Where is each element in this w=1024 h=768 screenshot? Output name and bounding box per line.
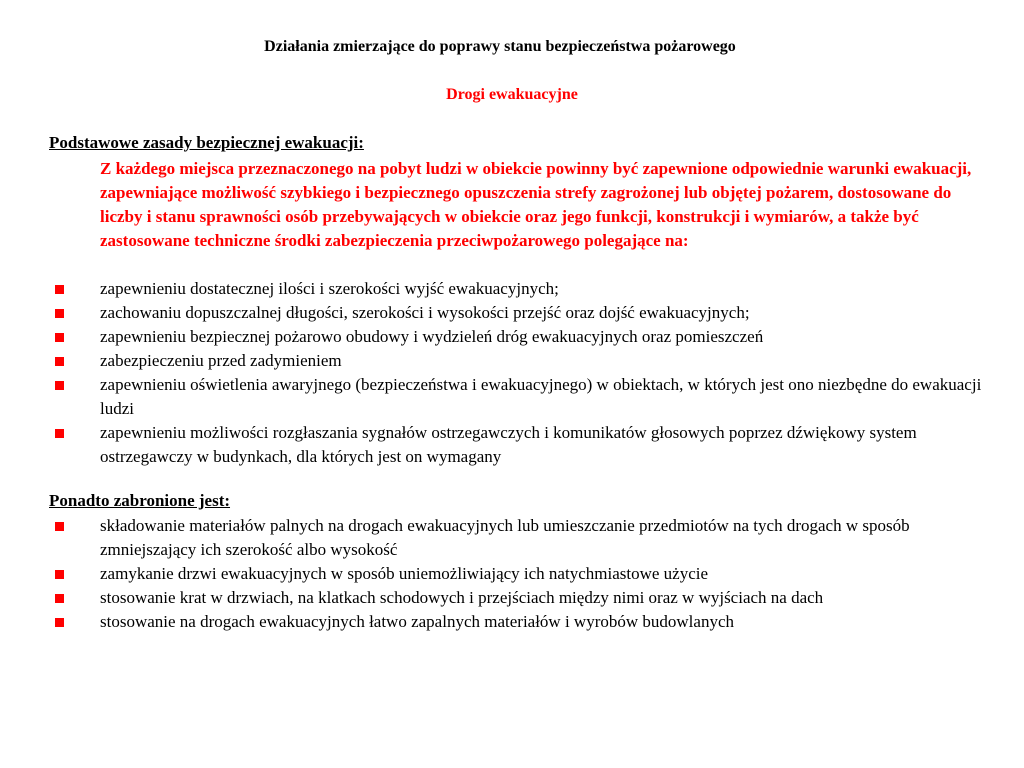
list-item-text: zamykanie drzwi ewakuacyjnych w sposób uniemożliwiający ich natychmiastowe użycie [100, 564, 709, 583]
principles-intro: Z każdego miejsca przeznaczonego na pobyt ludzi w obiekcie powinny być zapewnione odpowiednie warunki ewakuacji, zapewniające możliwość szybkiego i bezpiecznego opuszczenia strefy zagrożonej lub objętej pożarem, dostosowane do liczby i stanu sprawności osób przebywających w obiekcie oraz jego funkcji, konstrukcji i wymiarów, a także być zastosowane techniczne środki zabezpieczenia przeciwpożarowego polegające na: [100, 159, 972, 250]
red-square-bullet-icon [55, 618, 64, 627]
list-item-text: składowanie materiałów palnych na drogach ewakuacyjnych lub umieszczanie przedmiotów na tych drogach w sposób zmniejszający ich szerokość albo wysokość [100, 516, 910, 559]
section-heading-prohibitions: Ponadto zabronione jest: [49, 491, 231, 510]
list-item [49, 373, 989, 421]
red-square-bullet-icon [55, 570, 64, 579]
list-item-text: zapewnieniu możliwości rozgłaszania sygnałów ostrzegawczych i komunikatów głosowych poprzez dźwiękowy system ostrzegawczy w budynkach, dla których jest on wymagany [100, 423, 917, 466]
section-heading-principles: Podstawowe zasady bezpiecznej ewakuacji: [49, 133, 364, 152]
list-item-text: stosowanie krat w drzwiach, na klatkach schodowych i przejściach między nimi oraz w wyjściach na dach [100, 588, 824, 607]
list-item [49, 586, 989, 610]
list-item-text: zapewnieniu oświetlenia awaryjnego (bezpieczeństwa i ewakuacyjnego) w obiektach, w których jest ono niezbędne do ewakuacji ludzi [100, 375, 982, 418]
list-item [49, 277, 989, 301]
red-square-bullet-icon [55, 429, 64, 438]
red-square-bullet-icon [55, 309, 64, 318]
red-square-bullet-icon [55, 357, 64, 366]
red-square-bullet-icon [55, 522, 64, 531]
list-item [49, 514, 989, 562]
list-item [49, 421, 989, 469]
list-item [49, 301, 989, 325]
list-item [49, 349, 989, 373]
red-square-bullet-icon [55, 333, 64, 342]
principles-list [49, 277, 989, 469]
list-item [49, 610, 989, 634]
list-item [49, 325, 989, 349]
prohibitions-list [49, 514, 989, 634]
red-square-bullet-icon [55, 285, 64, 294]
red-square-bullet-icon [55, 381, 64, 390]
page-subtitle: Drogi ewakuacyjne [446, 86, 578, 103]
page-title: Działania zmierzające do poprawy stanu bezpieczeństwa pożarowego [264, 38, 736, 55]
list-item-text: zabezpieczeniu przed zadymieniem [100, 351, 342, 370]
list-item-text: zapewnieniu bezpiecznej pożarowo obudowy i wydzieleń dróg ewakuacyjnych oraz pomieszczeń [100, 327, 764, 346]
list-item [49, 562, 989, 586]
red-square-bullet-icon [55, 594, 64, 603]
list-item-text: zachowaniu dopuszczalnej długości, szerokości i wysokości przejść oraz dojść ewakuacyjnych; [100, 303, 750, 322]
list-item-text: zapewnieniu dostatecznej ilości i szerokości wyjść ewakuacyjnych; [100, 279, 559, 298]
list-item-text: stosowanie na drogach ewakuacyjnych łatwo zapalnych materiałów i wyrobów budowlanych [100, 612, 734, 631]
